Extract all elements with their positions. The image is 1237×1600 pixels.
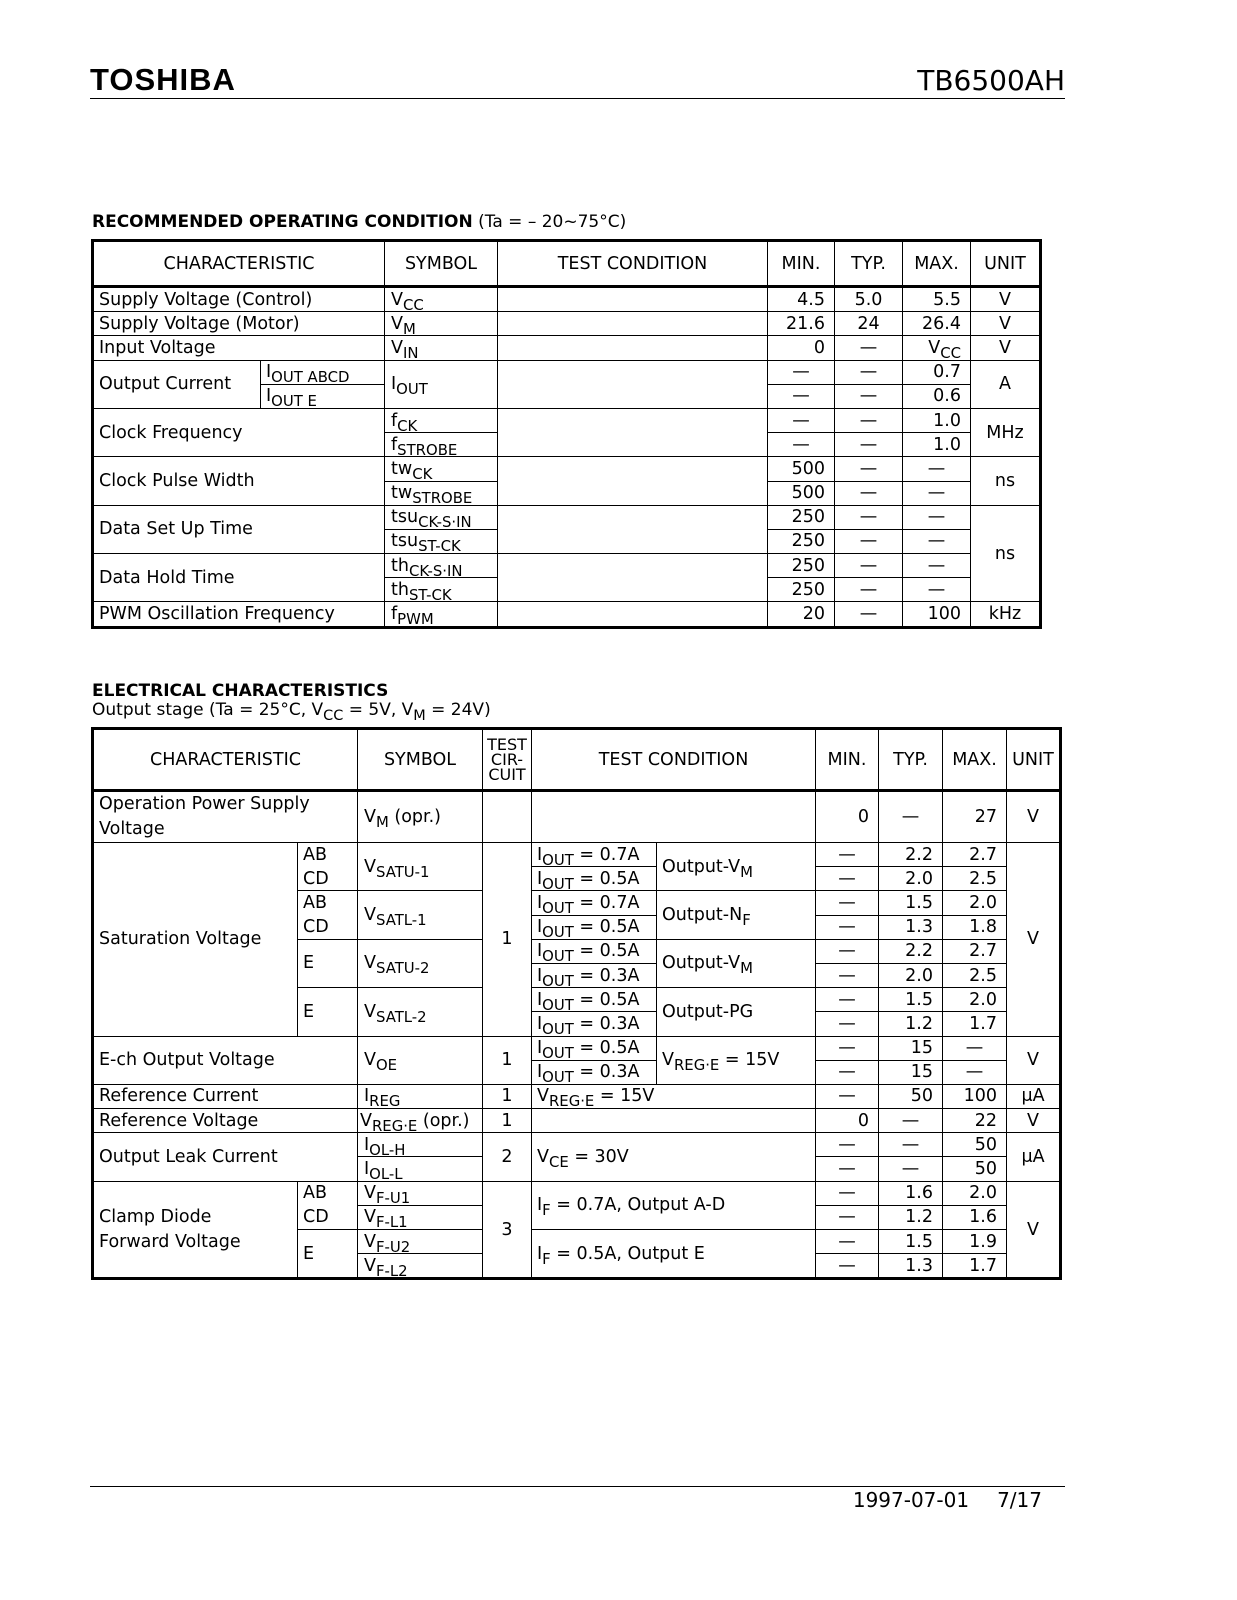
- max: 1.8: [943, 915, 1007, 939]
- symbol: $V_{F-U2}$: [358, 1230, 483, 1254]
- typ: —: [835, 457, 903, 481]
- characteristic: Output Current: [93, 360, 261, 408]
- table-row: [93, 336, 1041, 360]
- typ: —: [835, 433, 903, 457]
- min: 500: [768, 481, 835, 505]
- characteristic: E-ch Output Voltage: [93, 1036, 358, 1084]
- col-max: MAX.: [943, 729, 1007, 791]
- symbol: $f_{CK}$: [385, 408, 498, 432]
- col-max: MAX.: [903, 241, 971, 287]
- col-characteristic: CHARACTERISTIC: [93, 729, 358, 791]
- col-test-condition: TEST CONDITION: [532, 729, 816, 791]
- max: —: [903, 457, 971, 481]
- test-condition: $I_F = 0.5A$, Output E: [532, 1230, 816, 1279]
- current-condition: $I_{OUT} = 0.7A$: [532, 843, 657, 867]
- max: 2.0: [943, 891, 1007, 915]
- channel: E: [298, 939, 358, 987]
- min: —: [816, 1133, 879, 1157]
- typ: —: [835, 481, 903, 505]
- max: 26.4: [903, 312, 971, 336]
- test-condition: [498, 336, 768, 360]
- symbol: tsu$_{ST-CK}$: [385, 529, 498, 553]
- max: 1.6: [943, 1205, 1007, 1229]
- typ: 1.3: [879, 1254, 943, 1279]
- table-row: [93, 312, 1041, 336]
- min: —: [816, 939, 879, 963]
- max: 1.0: [903, 433, 971, 457]
- typ: —: [835, 336, 903, 360]
- unit: V: [971, 336, 1041, 360]
- channel: AB: [298, 891, 358, 915]
- unit: V: [1007, 1181, 1061, 1279]
- max: 1.7: [943, 1254, 1007, 1279]
- symbol: $tw_{CK}$: [385, 457, 498, 481]
- typ: 1.2: [879, 1205, 943, 1229]
- symbol: $V_{REG\cdot E}$ (opr.): [358, 1109, 483, 1133]
- symbol: $th_{ST-CK}$: [385, 578, 498, 602]
- typ: 1.3: [879, 915, 943, 939]
- table-row: [93, 1133, 1061, 1157]
- symbol: $V_{OE}$: [358, 1036, 483, 1084]
- ec-heading: ELECTRICAL CHARACTERISTICS: [92, 681, 389, 701]
- unit: ns: [971, 505, 1041, 602]
- max: 100: [943, 1084, 1007, 1108]
- max: 1.7: [943, 1012, 1007, 1036]
- roc-heading: RECOMMENDED OPERATING CONDITION: [92, 212, 473, 232]
- channel: CD: [298, 1205, 358, 1229]
- typ: 2.2: [879, 843, 943, 867]
- max: 2.5: [943, 963, 1007, 987]
- typ: —: [835, 384, 903, 408]
- current-condition: $I_{OUT} = 0.5A$: [532, 988, 657, 1012]
- col-test-condition: TEST CONDITION: [498, 241, 768, 287]
- footer-rule: [90, 1486, 1065, 1487]
- electrical-characteristics-table: [91, 727, 1062, 1280]
- characteristic: Input Voltage: [93, 336, 385, 360]
- unit: μA: [1007, 1133, 1061, 1181]
- typ: —: [835, 408, 903, 432]
- test-circuit: [483, 791, 532, 843]
- test-condition: $V_{REG\cdot E} = 15V$: [532, 1084, 816, 1108]
- page-footer: [825, 1488, 1042, 1512]
- table-row: [93, 791, 1061, 843]
- typ: —: [835, 360, 903, 384]
- ec-title: [92, 681, 388, 701]
- min: 500: [768, 457, 835, 481]
- characteristic: Reference Voltage: [93, 1109, 358, 1133]
- test-condition: [498, 505, 768, 553]
- min: —: [816, 867, 879, 891]
- typ: 1.2: [879, 1012, 943, 1036]
- typ: 1.5: [879, 988, 943, 1012]
- typ: 2.2: [879, 939, 943, 963]
- unit: V: [1007, 1036, 1061, 1084]
- unit: μA: [1007, 1084, 1061, 1108]
- max: 0.6: [903, 384, 971, 408]
- min: —: [816, 1060, 879, 1084]
- unit: A: [971, 360, 1041, 408]
- symbol: $f_{PWM}$: [385, 602, 498, 627]
- toshiba-logo: TOSHIBA: [90, 62, 236, 97]
- current-condition: $I_{OUT} = 0.5A$: [532, 915, 657, 939]
- typ: —: [879, 1157, 943, 1181]
- output-condition: Output-$V_M$: [657, 843, 816, 891]
- current-condition: $I_{OUT} = 0.5A$: [532, 867, 657, 891]
- output-condition: Output-PG: [657, 988, 816, 1036]
- unit: V: [1007, 1109, 1061, 1133]
- test-condition: $I_F = 0.7A$, Output A-D: [532, 1181, 816, 1229]
- symbol: $V_{SATL-1}$: [358, 891, 483, 939]
- table-row: [93, 287, 1041, 312]
- typ: 15: [879, 1060, 943, 1084]
- test-circuit: 3: [483, 1181, 532, 1279]
- min: —: [768, 433, 835, 457]
- test-condition: [498, 408, 768, 456]
- typ: —: [879, 1133, 943, 1157]
- typ: 5.0: [835, 287, 903, 312]
- table-header-row: [93, 241, 1041, 287]
- col-unit: UNIT: [971, 241, 1041, 287]
- footer-date: 1997-07-01: [852, 1488, 970, 1512]
- test-circuit: 2: [483, 1133, 532, 1181]
- table-row: [93, 408, 1041, 432]
- recommended-operating-condition-table: [91, 239, 1042, 629]
- min: 250: [768, 554, 835, 578]
- channel: AB: [298, 843, 358, 867]
- min: 250: [768, 529, 835, 553]
- channel: AB: [298, 1181, 358, 1205]
- symbol: $th_{CK-S\cdot IN}$: [385, 554, 498, 578]
- header-rule: [90, 98, 1065, 99]
- current-condition: $I_{OUT} = 0.7A$: [532, 891, 657, 915]
- ec-subtitle: Output stage (Ta = 25°C, $V_{CC} = 5V$, $V_M = 24V$): [92, 700, 491, 724]
- roc-condition: (Ta = – 20~75°C): [478, 212, 627, 232]
- current-condition: $I_{OUT} = 0.5A$: [532, 939, 657, 963]
- symbol: $V_{F-L1}$: [358, 1205, 483, 1229]
- min: —: [816, 1254, 879, 1279]
- channel: E: [298, 988, 358, 1036]
- symbol: $V_{F-L2}$: [358, 1254, 483, 1279]
- characteristic: Supply Voltage (Control): [93, 287, 385, 312]
- characteristic: Clock Pulse Width: [93, 457, 385, 505]
- min: —: [768, 360, 835, 384]
- test-condition: [532, 1109, 816, 1133]
- unit: MHz: [971, 408, 1041, 456]
- output-condition: $V_{REG\cdot E} = 15V$: [657, 1036, 816, 1084]
- symbol: $I_{REG}$: [358, 1084, 483, 1108]
- typ: 24: [835, 312, 903, 336]
- symbol: $f_{STROBE}$: [385, 433, 498, 457]
- typ: —: [879, 791, 943, 843]
- characteristic: Supply Voltage (Motor): [93, 312, 385, 336]
- min: —: [816, 963, 879, 987]
- channel: CD: [298, 915, 358, 939]
- min: 4.5: [768, 287, 835, 312]
- characteristic: Clamp Diode Forward Voltage: [93, 1181, 298, 1279]
- min: —: [816, 1230, 879, 1254]
- unit: V: [1007, 843, 1061, 1037]
- max: —: [903, 481, 971, 505]
- symbol: $V_{SATU-1}$: [358, 843, 483, 891]
- min: —: [816, 915, 879, 939]
- table-row: [93, 602, 1041, 627]
- part-number: TB6500AH: [917, 64, 1065, 97]
- symbol: $I_{OL-H}$: [358, 1133, 483, 1157]
- symbol: $V_{F-U1}$: [358, 1181, 483, 1205]
- typ: 1.5: [879, 891, 943, 915]
- roc-title: [92, 212, 626, 232]
- min: —: [816, 1012, 879, 1036]
- max: 22: [943, 1109, 1007, 1133]
- output-condition: Output-$N_F$: [657, 891, 816, 939]
- sub-condition: $I_{OUT ABCD}$: [261, 360, 385, 384]
- unit: V: [971, 312, 1041, 336]
- max: 2.7: [943, 939, 1007, 963]
- characteristic: PWM Oscillation Frequency: [93, 602, 385, 627]
- min: 0: [816, 1109, 879, 1133]
- typ: —: [835, 578, 903, 602]
- max: 27: [943, 791, 1007, 843]
- test-circuit: 1: [483, 1109, 532, 1133]
- max: 1.9: [943, 1230, 1007, 1254]
- col-characteristic: CHARACTERISTIC: [93, 241, 385, 287]
- test-condition: [498, 554, 768, 602]
- table-row: [93, 843, 1061, 867]
- col-unit: UNIT: [1007, 729, 1061, 791]
- test-circuit: 1: [483, 1036, 532, 1084]
- typ: 2.0: [879, 963, 943, 987]
- min: 250: [768, 505, 835, 529]
- characteristic: Data Hold Time: [93, 554, 385, 602]
- table-row: [93, 1181, 1061, 1205]
- col-symbol: SYMBOL: [385, 241, 498, 287]
- min: —: [816, 843, 879, 867]
- symbol: $V_M$: [385, 312, 498, 336]
- current-condition: $I_{OUT} = 0.3A$: [532, 1012, 657, 1036]
- min: —: [816, 1084, 879, 1108]
- min: —: [816, 891, 879, 915]
- symbol: tsu$_{CK-S\cdot IN}$: [385, 505, 498, 529]
- max: $V_{CC}$: [903, 336, 971, 360]
- test-condition: $V_{CE} = 30V$: [532, 1133, 816, 1181]
- max: —: [943, 1036, 1007, 1060]
- typ: 50: [879, 1084, 943, 1108]
- characteristic: Data Set Up Time: [93, 505, 385, 553]
- symbol: $I_{OL-L}$: [358, 1157, 483, 1181]
- symbol: $V_{SATU-2}$: [358, 939, 483, 987]
- min: 0: [816, 791, 879, 843]
- symbol: $V_{IN}$: [385, 336, 498, 360]
- max: 2.7: [943, 843, 1007, 867]
- table-row: [93, 457, 1041, 481]
- typ: —: [835, 602, 903, 627]
- max: 2.5: [943, 867, 1007, 891]
- max: —: [943, 1060, 1007, 1084]
- min: —: [816, 988, 879, 1012]
- typ: 15: [879, 1036, 943, 1060]
- unit: V: [971, 287, 1041, 312]
- typ: —: [879, 1109, 943, 1133]
- min: —: [768, 408, 835, 432]
- max: —: [903, 554, 971, 578]
- channel: E: [298, 1230, 358, 1279]
- col-min: MIN.: [816, 729, 879, 791]
- channel: CD: [298, 867, 358, 891]
- characteristic: Output Leak Current: [93, 1133, 358, 1181]
- table-row: [93, 505, 1041, 529]
- test-condition: [498, 360, 768, 408]
- max: 2.0: [943, 1181, 1007, 1205]
- col-symbol: SYMBOL: [358, 729, 483, 791]
- current-condition: $I_{OUT} = 0.3A$: [532, 963, 657, 987]
- min: —: [816, 1181, 879, 1205]
- current-condition: $I_{OUT} = 0.5A$: [532, 1036, 657, 1060]
- symbol: $tw_{STROBE}$: [385, 481, 498, 505]
- symbol: $V_{CC}$: [385, 287, 498, 312]
- max: 100: [903, 602, 971, 627]
- unit: V: [1007, 791, 1061, 843]
- typ: 2.0: [879, 867, 943, 891]
- characteristic: Saturation Voltage: [93, 843, 298, 1037]
- table-row: [93, 1084, 1061, 1108]
- min: —: [816, 1157, 879, 1181]
- unit: kHz: [971, 602, 1041, 627]
- max: 2.0: [943, 988, 1007, 1012]
- min: —: [816, 1205, 879, 1229]
- max: —: [903, 505, 971, 529]
- table-row: [93, 554, 1041, 578]
- test-condition: [498, 457, 768, 505]
- symbol: $V_M$ (opr.): [358, 791, 483, 843]
- output-condition: Output-$V_M$: [657, 939, 816, 987]
- sub-condition: $I_{OUT E}$: [261, 384, 385, 408]
- table-row: [93, 1036, 1061, 1060]
- test-condition: [498, 287, 768, 312]
- current-condition: $I_{OUT} = 0.3A$: [532, 1060, 657, 1084]
- max: —: [903, 529, 971, 553]
- symbol: $I_{OUT}$: [385, 360, 498, 408]
- characteristic: Operation Power Supply Voltage: [93, 791, 358, 843]
- min: 0: [768, 336, 835, 360]
- test-circuit: 1: [483, 843, 532, 1037]
- table-header-row: [93, 729, 1061, 791]
- unit: ns: [971, 457, 1041, 505]
- min: 20: [768, 602, 835, 627]
- max: 50: [943, 1157, 1007, 1181]
- test-circuit: 1: [483, 1084, 532, 1108]
- min: —: [768, 384, 835, 408]
- symbol: $V_{SATL-2}$: [358, 988, 483, 1036]
- characteristic: Reference Current: [93, 1084, 358, 1108]
- col-typ: TYP.: [879, 729, 943, 791]
- table-row: [93, 1109, 1061, 1133]
- max: 5.5: [903, 287, 971, 312]
- max: 1.0: [903, 408, 971, 432]
- col-typ: TYP.: [835, 241, 903, 287]
- test-condition: [498, 312, 768, 336]
- test-condition: [498, 602, 768, 627]
- min: 250: [768, 578, 835, 602]
- col-test-circuit: TEST CIR- CUIT: [483, 729, 532, 791]
- min: 21.6: [768, 312, 835, 336]
- test-condition: [532, 791, 816, 843]
- typ: —: [835, 529, 903, 553]
- page-number: 7/17: [997, 1488, 1042, 1512]
- typ: —: [835, 554, 903, 578]
- table-row: [93, 360, 1041, 384]
- min: —: [816, 1036, 879, 1060]
- max: —: [903, 578, 971, 602]
- max: 0.7: [903, 360, 971, 384]
- col-min: MIN.: [768, 241, 835, 287]
- typ: —: [835, 505, 903, 529]
- typ: 1.5: [879, 1230, 943, 1254]
- max: 50: [943, 1133, 1007, 1157]
- characteristic: Clock Frequency: [93, 408, 385, 456]
- typ: 1.6: [879, 1181, 943, 1205]
